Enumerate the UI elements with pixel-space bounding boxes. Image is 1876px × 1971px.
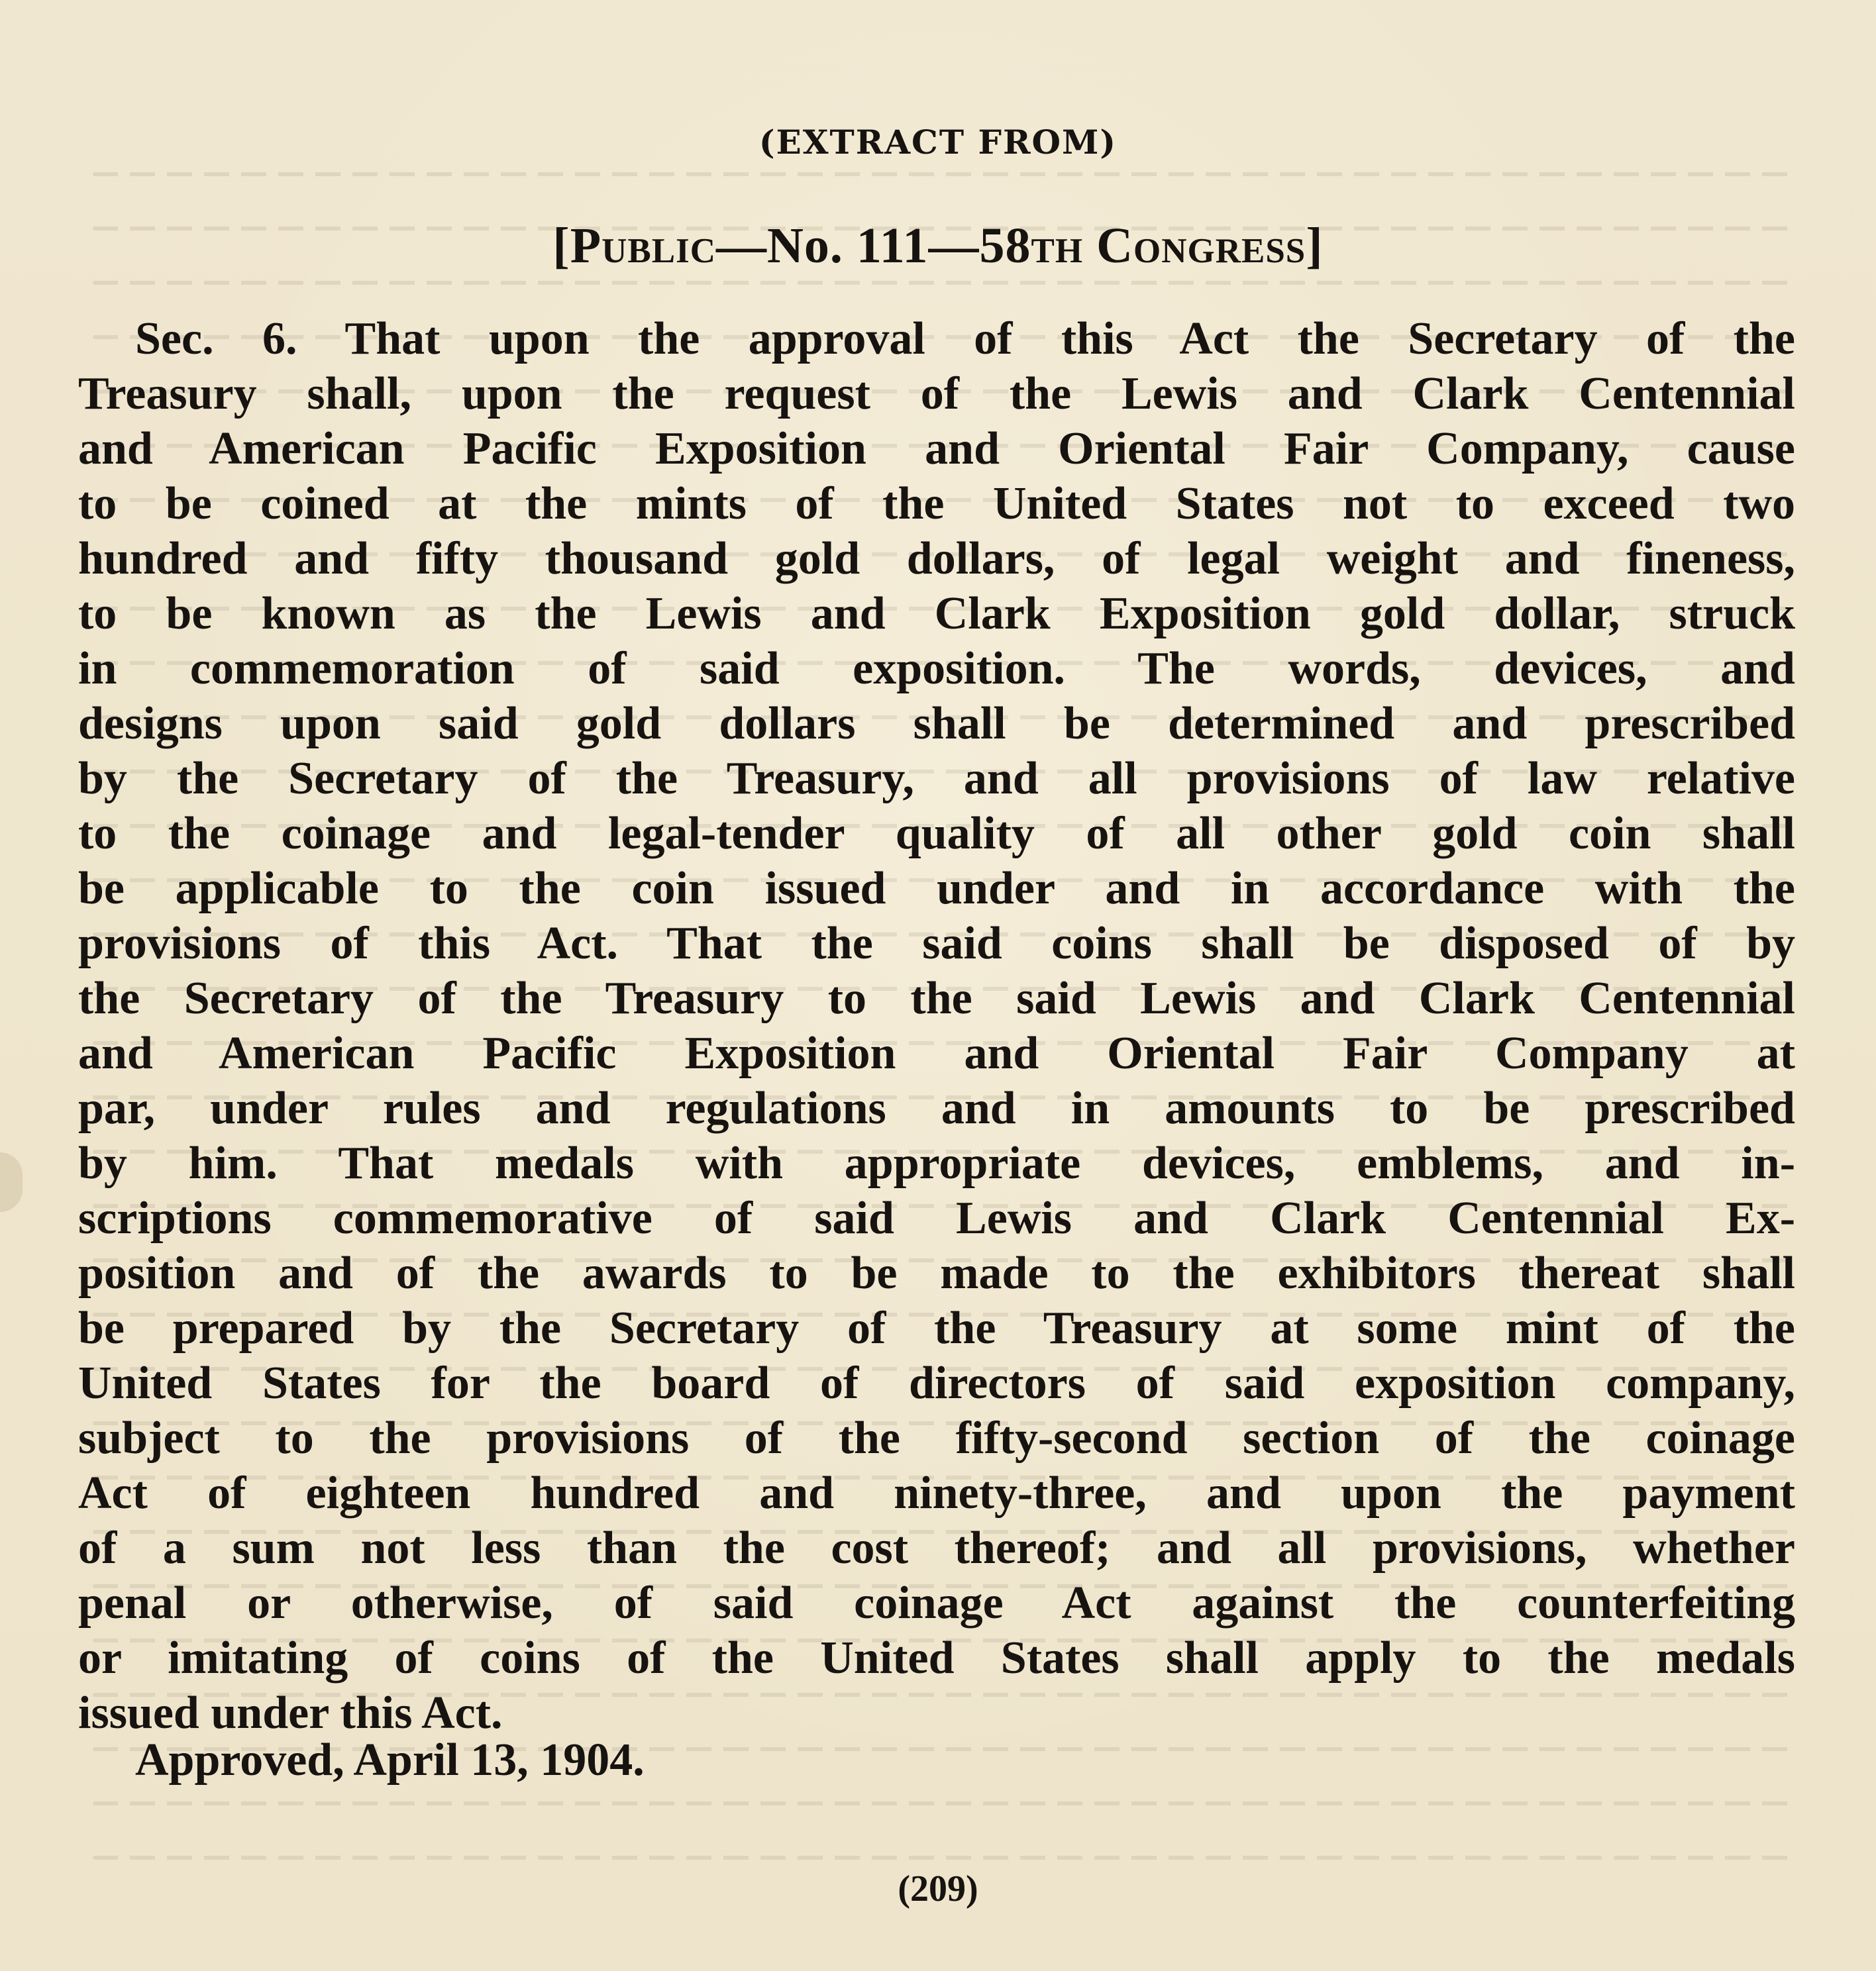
text-line: in commemoration of said exposition. The words, devices, and — [78, 643, 1795, 694]
text-line: hundred and fifty thousand gold dollars, of legal weight and fineness, — [78, 533, 1795, 584]
law-heading-ordinal: th — [1031, 218, 1084, 274]
text-line: Treasury shall, upon the request of the Lewis and Clark Centennial — [78, 368, 1795, 419]
text-line: penal or otherwise, of said coinage Act against the counterfeiting — [78, 1578, 1795, 1629]
text-line: of a sum not less than the cost thereof; and all provisions, whether — [78, 1523, 1795, 1574]
text-line: scriptions commemorative of said Lewis and Clark Centennial Ex- — [78, 1193, 1795, 1244]
law-heading-congress: Congress — [1083, 218, 1306, 274]
approval-date: Approved, April 13, 1904. — [135, 1735, 645, 1786]
law-heading — [0, 217, 1876, 275]
text-line: by him. That medals with appropriate devices, emblems, and in- — [78, 1138, 1795, 1189]
law-heading-close-bracket: ] — [1306, 218, 1324, 274]
text-line: the Secretary of the Treasury to the said Lewis and Clark Centennial — [78, 973, 1795, 1024]
text-line: provisions of this Act. That the said coins shall be disposed of by — [78, 918, 1795, 969]
text-line: by the Secretary of the Treasury, and all provisions of law relative — [78, 753, 1795, 804]
text-line: issued under this Act. — [78, 1688, 503, 1739]
text-line: par, under rules and regulations and in amounts to be prescribed — [78, 1083, 1795, 1134]
text-line: Sec. 6. That upon the approval of this Act the Secretary of the — [135, 313, 1795, 364]
law-heading-number: —No. 111—58 — [716, 218, 1031, 274]
text-line: and American Pacific Exposition and Oriental Fair Company, cause — [78, 423, 1795, 474]
text-line: position and of the awards to be made to the exhibitors thereat shall — [78, 1248, 1795, 1299]
text-line: be applicable to the coin issued under and in accordance with the — [78, 863, 1795, 914]
text-line: subject to the provisions of the fifty-second section of the coinage — [78, 1413, 1795, 1464]
page-number: (209) — [898, 1868, 978, 1909]
text-line: be prepared by the Secretary of the Treasury at some mint of the — [78, 1303, 1795, 1354]
text-line: or imitating of coins of the United States shall apply to the medals — [78, 1633, 1795, 1684]
extract-label: (EXTRACT FROM) — [758, 123, 1118, 162]
text-line: designs upon said gold dollars shall be determined and prescribed — [78, 698, 1795, 749]
text-line: to be coined at the mints of the United States not to exceed two — [78, 478, 1795, 529]
law-heading-public: Public — [570, 218, 717, 274]
page-edge-tear — [0, 1152, 23, 1212]
text-line: and American Pacific Exposition and Oriental Fair Company at — [78, 1028, 1795, 1079]
text-line: Act of eighteen hundred and ninety-three, and upon the payment — [78, 1468, 1795, 1519]
law-heading-open-bracket: [ — [552, 218, 570, 274]
section-6-text — [78, 311, 1795, 1741]
text-line: to the coinage and legal-tender quality of all other gold coin shall — [78, 808, 1795, 859]
text-line: to be known as the Lewis and Clark Exposition gold dollar, struck — [78, 588, 1795, 639]
text-line: United States for the board of directors of said exposition company, — [78, 1358, 1795, 1409]
